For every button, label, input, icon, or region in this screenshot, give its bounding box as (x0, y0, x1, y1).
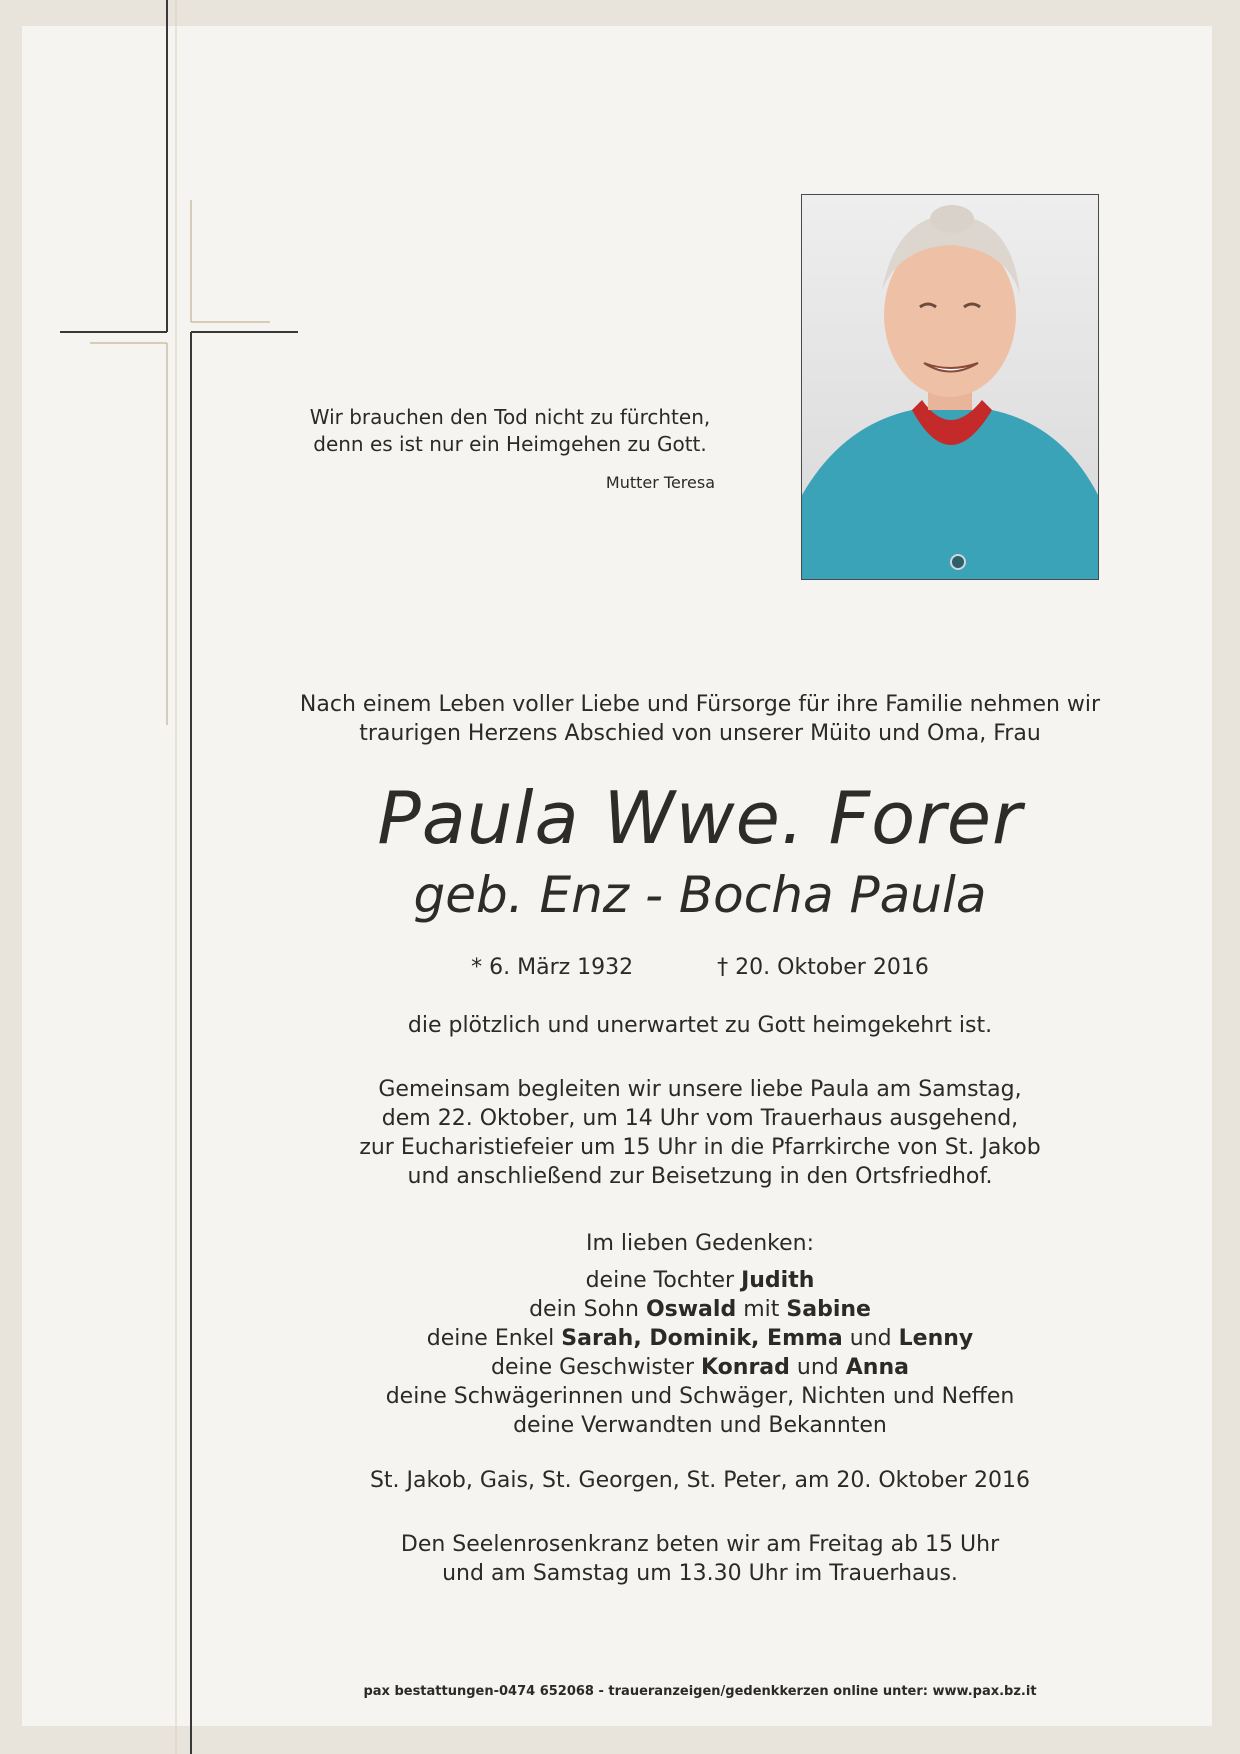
footer-imprint: pax bestattungen-0474 652068 - traueranzeigen/gedenkkerzen online unter: www.pax.bz.it (363, 1684, 1037, 1699)
quote-line-1: Wir brauchen den Tod nicht zu fürchten, (309, 405, 711, 429)
mourners (290, 1229, 1110, 1440)
mourner-line-daughter: deine Tochter Judith (585, 1268, 815, 1293)
mourners-heading: Im lieben Gedenken: (586, 1231, 814, 1256)
place-date: St. Jakob, Gais, St. Georgen, St. Peter, am 20. Oktober 2016 (369, 1468, 1031, 1493)
quote (300, 404, 720, 458)
mourner-line-siblings: deine Geschwister Konrad und Anna (491, 1355, 909, 1380)
intro-line-1: Nach einem Leben voller Liebe und Fürsorge für ihre Familie nehmen wir (299, 692, 1101, 717)
mourner-line-relatives: deine Verwandten und Bekannten (513, 1413, 887, 1438)
intro-line-2: traurigen Herzens Abschied von unserer Müito und Oma, Frau (359, 721, 1041, 746)
mourner-line-son: dein Sohn Oswald mit Sabine (529, 1297, 871, 1322)
life-dates (290, 953, 1110, 983)
death-date: † 20. Oktober 2016 (717, 955, 929, 980)
rosary-info (290, 1530, 1110, 1588)
funeral-line: dem 22. Oktober, um 14 Uhr vom Trauerhaus ausgehend, (381, 1106, 1019, 1131)
portrait-photo (801, 194, 1099, 580)
birth-name: geb. Enz - Bocha Paula (413, 866, 987, 924)
mourner-line-grandchildren: deine Enkel Sarah, Dominik, Emma und Lenny (426, 1326, 974, 1351)
birth-date: * 6. März 1932 (471, 955, 634, 980)
funeral-details (290, 1075, 1110, 1191)
quote-line-2: denn es ist nur ein Heimgehen zu Gott. (313, 432, 707, 456)
funeral-line: Gemeinsam begleiten wir unsere liebe Paula am Samstag, (378, 1077, 1022, 1102)
mourner-line-inlaws: deine Schwägerinnen und Schwäger, Nichten und Neffen (385, 1384, 1015, 1409)
intro-text (290, 690, 1110, 748)
rosary-line-2: und am Samstag um 13.30 Uhr im Trauerhaus. (442, 1561, 958, 1586)
quote-author: Mutter Teresa (605, 473, 715, 492)
funeral-line: zur Eucharistiefeier um 15 Uhr in die Pfarrkirche von St. Jakob (359, 1135, 1041, 1160)
portrait-illustration (802, 195, 1098, 579)
passing-text: die plötzlich und unerwartet zu Gott heimgekehrt ist. (407, 1013, 993, 1038)
rosary-line-1: Den Seelenrosenkranz beten wir am Freitag ab 15 Uhr (400, 1532, 1000, 1557)
deceased-name: Paula Wwe. Forer (377, 776, 1023, 860)
cross-ornament (0, 0, 320, 1754)
funeral-line: und anschließend zur Beisetzung in den Ortsfriedhof. (407, 1164, 993, 1189)
